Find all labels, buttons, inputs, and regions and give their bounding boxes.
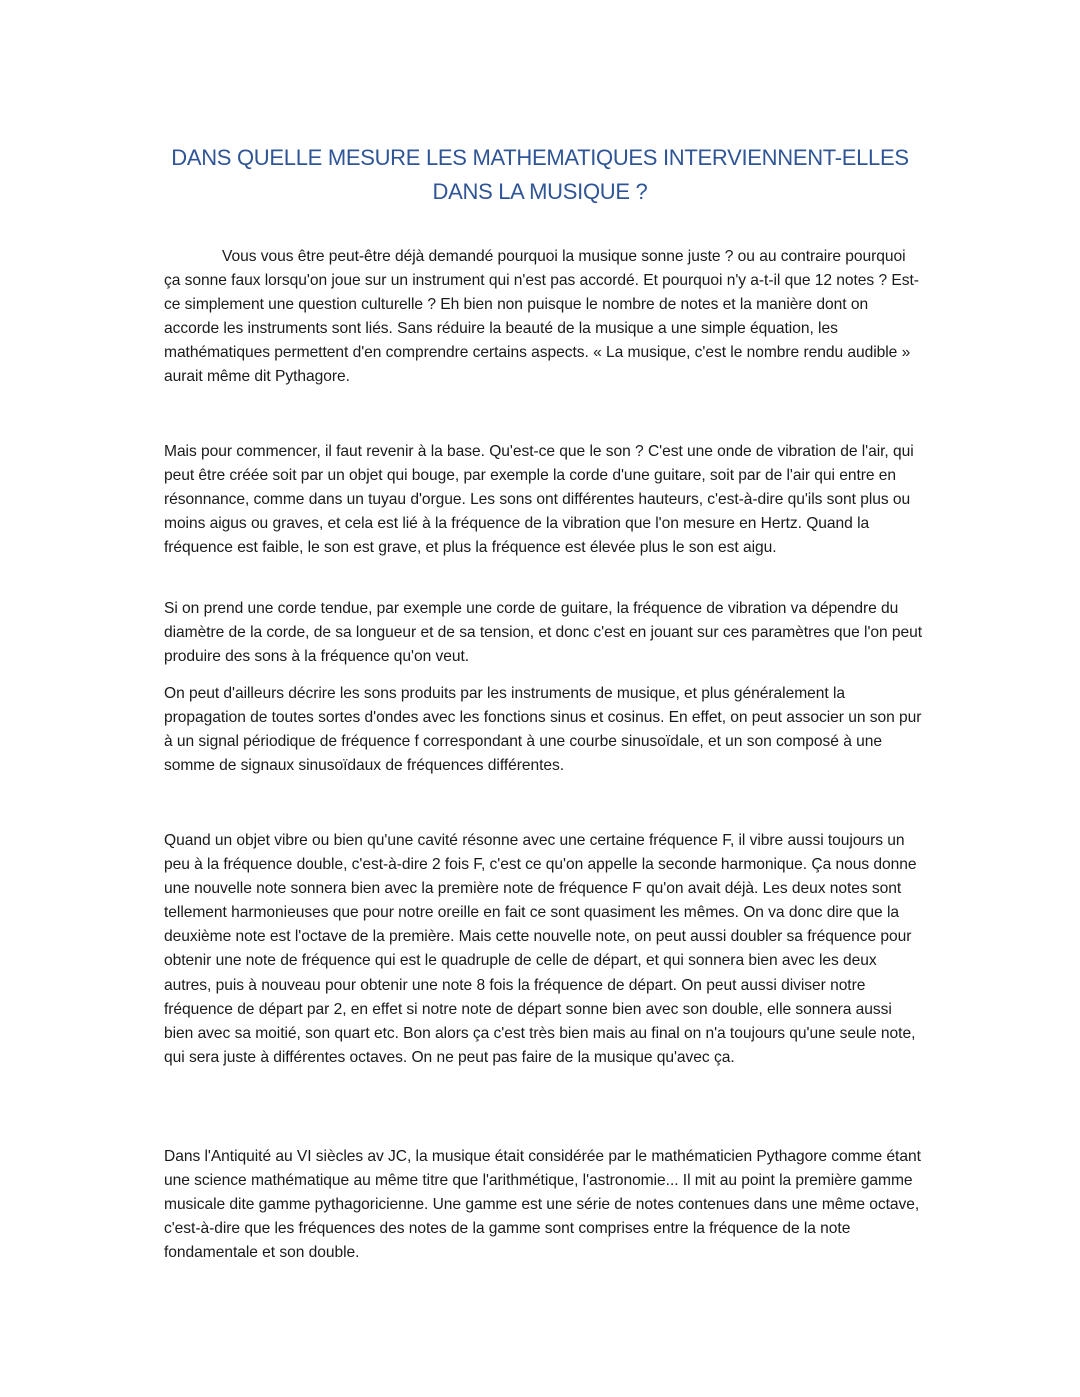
title-line-2: DANS LA MUSIQUE ?: [432, 179, 648, 204]
paragraph-sine-functions: On peut d'ailleurs décrire les sons produits par les instruments de musique, et plus généralement la propagation de toutes sortes d'ondes avec les fonctions sinus et cosinus. En effet, on peut associer un son pur à un signal périodique de fréquence f correspondant à une courbe sinusoïdale, et un son composé à une somme de signaux sinusoïdaux de fréquences différentes.: [164, 685, 922, 775]
paragraph-sound-basics: Mais pour commencer, il faut revenir à la base. Qu'est-ce que le son ? C'est une onde de vibration de l'air, qui peut être créée soit par un objet qui bouge, par exemple la corde d'une guitare, soit par de l'air qui entre en résonnance, comme dans un tuyau d'orgue. Les sons ont différentes hauteurs, c'est-à-dire qu'ils sont plus ou moins aigus ou graves, et cela est lié à la fréquence de la vibration que l'on mesure en Hertz. Quand la fréquence est faible, le son est grave, et plus la fréquence est élevée plus le son est aigu.: [164, 443, 914, 557]
paragraph-harmonics: Quand un objet vibre ou bien qu'une cavité résonne avec une certaine fréquence F, il vibre aussi toujours un peu à la fréquence double, c'est-à-dire 2 fois F, c'est ce qu'on appelle la seconde harmonique. Ça nous donne une nouvelle note sonnera bien avec la première note de fréquence F qu'on avait déjà. Les deux notes sont tellement harmonieuses que pour notre oreille en fait ce sont quasiment les mêmes. On va donc dire que la deuxième note est l'octave de la première. Mais cette nouvelle note, on peut aussi doubler sa fréquence pour obtenir une note de fréquence qui est le quadruple de celle de départ, et qui sonnera bien avec les deux autres, puis à nouveau pour obtenir une note 8 fois la fréquence de départ. On peut aussi diviser notre fréquence de départ par 2, en effet si notre note de départ sonne bien avec son double, elle sonnera aussi bien avec sa moitié, son quart etc. Bon alors ça c'est très bien mais au final on n'a toujours qu'une seule note, qui sera juste à différentes octaves. On ne peut pas faire de la musique qu'avec ça.: [164, 832, 917, 1066]
paragraph-string-tension: Si on prend une corde tendue, par exemple une corde de guitare, la fréquence de vibration va dépendre du diamètre de la corde, de sa longueur et de sa tension, et donc c'est en jouant sur ces paramètres que l'on peut produire des sons à la fréquence qu'on veut.: [164, 600, 923, 666]
title-line-1: DANS QUELLE MESURE LES MATHEMATIQUES INTERVIENNENT-ELLES: [171, 145, 909, 170]
paragraph-pythagoras: Dans l'Antiquité au VI siècles av JC, la musique était considérée par le mathématicien Pythagore comme étant une science mathématique au même titre que l'arithmétique, l'astronomie... Il mit au point la première gamme musicale dite gamme pythagoricienne. Une gamme est une série de notes contenues dans une même octave, c'est-à-dire que les fréquences des notes de la gamme sont comprises entre la fréquence de la note fondamentale et son double.: [164, 1148, 921, 1262]
paragraph-intro: Vous vous être peut-être déjà demandé pourquoi la musique sonne juste ? ou au contraire pourquoi ça sonne faux lorsqu'on joue sur un instrument qui n'est pas accordé. Et pourquoi n'y a-t-il que 12 notes ? Est-ce simplement une question culturelle ? Eh bien non puisque le nombre de notes et la manière dont on accorde les instruments sont liés. Sans réduire la beauté de la musique a une simple équation, les mathématiques permettent d'en comprendre certains aspects. « La musique, c'est le nombre rendu audible » aurait même dit Pythagore.: [164, 248, 919, 386]
document-title: [150, 141, 930, 209]
